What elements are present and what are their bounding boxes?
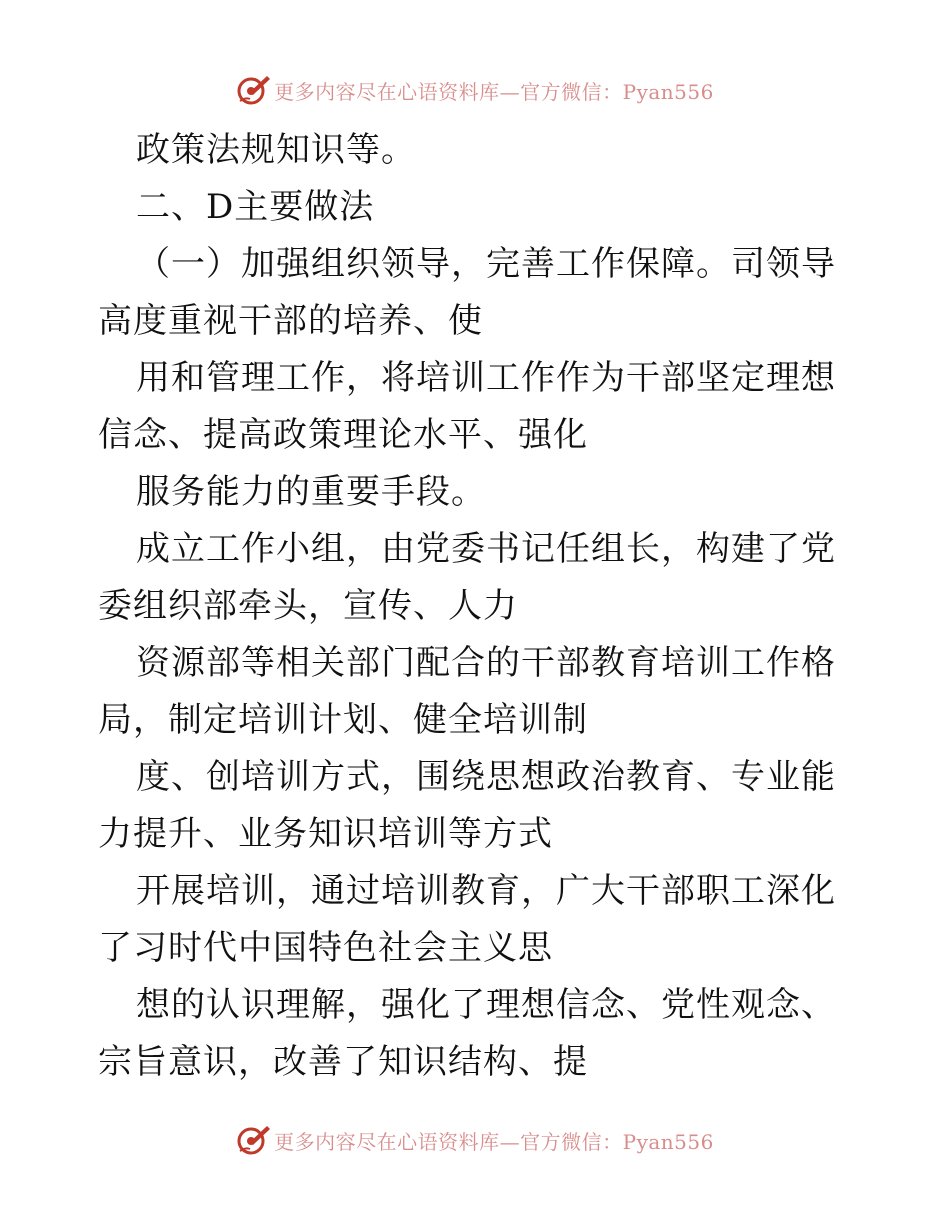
section-heading: 二、D主要做法 xyxy=(136,187,375,227)
paragraph: 用和管理工作，将培训工作作为干部坚定理想信念、提高政策理论水平、强化 xyxy=(98,358,836,455)
footer-banner[interactable] xyxy=(0,1120,950,1160)
red-pen-circle-icon xyxy=(236,73,272,107)
red-pen-circle-icon xyxy=(236,1123,272,1157)
paragraph: （一）加强组织领导，完善工作保障。司领导高度重视干部的培养、使 xyxy=(98,244,836,341)
document-body xyxy=(98,122,858,1091)
paragraph: 政策法规知识等。 xyxy=(136,130,416,170)
paragraph: 成立工作小组，由党委书记任组长，构建了党委组织部牵头，宣传、人力 xyxy=(98,529,836,626)
header-banner-text: 更多内容尽在心语资料库—官方微信：Pyan556 xyxy=(274,79,714,104)
paragraph: 想的认识理解，强化了理想信念、党性观念、宗旨意识，改善了知识结构、提 xyxy=(98,985,836,1082)
paragraph: 服务能力的重要手段。 xyxy=(136,472,486,512)
header-banner[interactable] xyxy=(0,70,950,110)
paragraph: 度、创培训方式，围绕思想政治教育、专业能力提升、业务知识培训等方式 xyxy=(98,757,836,854)
footer-banner-text: 更多内容尽在心语资料库—官方微信：Pyan556 xyxy=(274,1129,714,1154)
paragraph: 开展培训，通过培训教育，广大干部职工深化了习时代中国特色社会主义思 xyxy=(98,871,836,968)
paragraph: 资源部等相关部门配合的干部教育培训工作格局，制定培训计划、健全培训制 xyxy=(98,643,836,740)
